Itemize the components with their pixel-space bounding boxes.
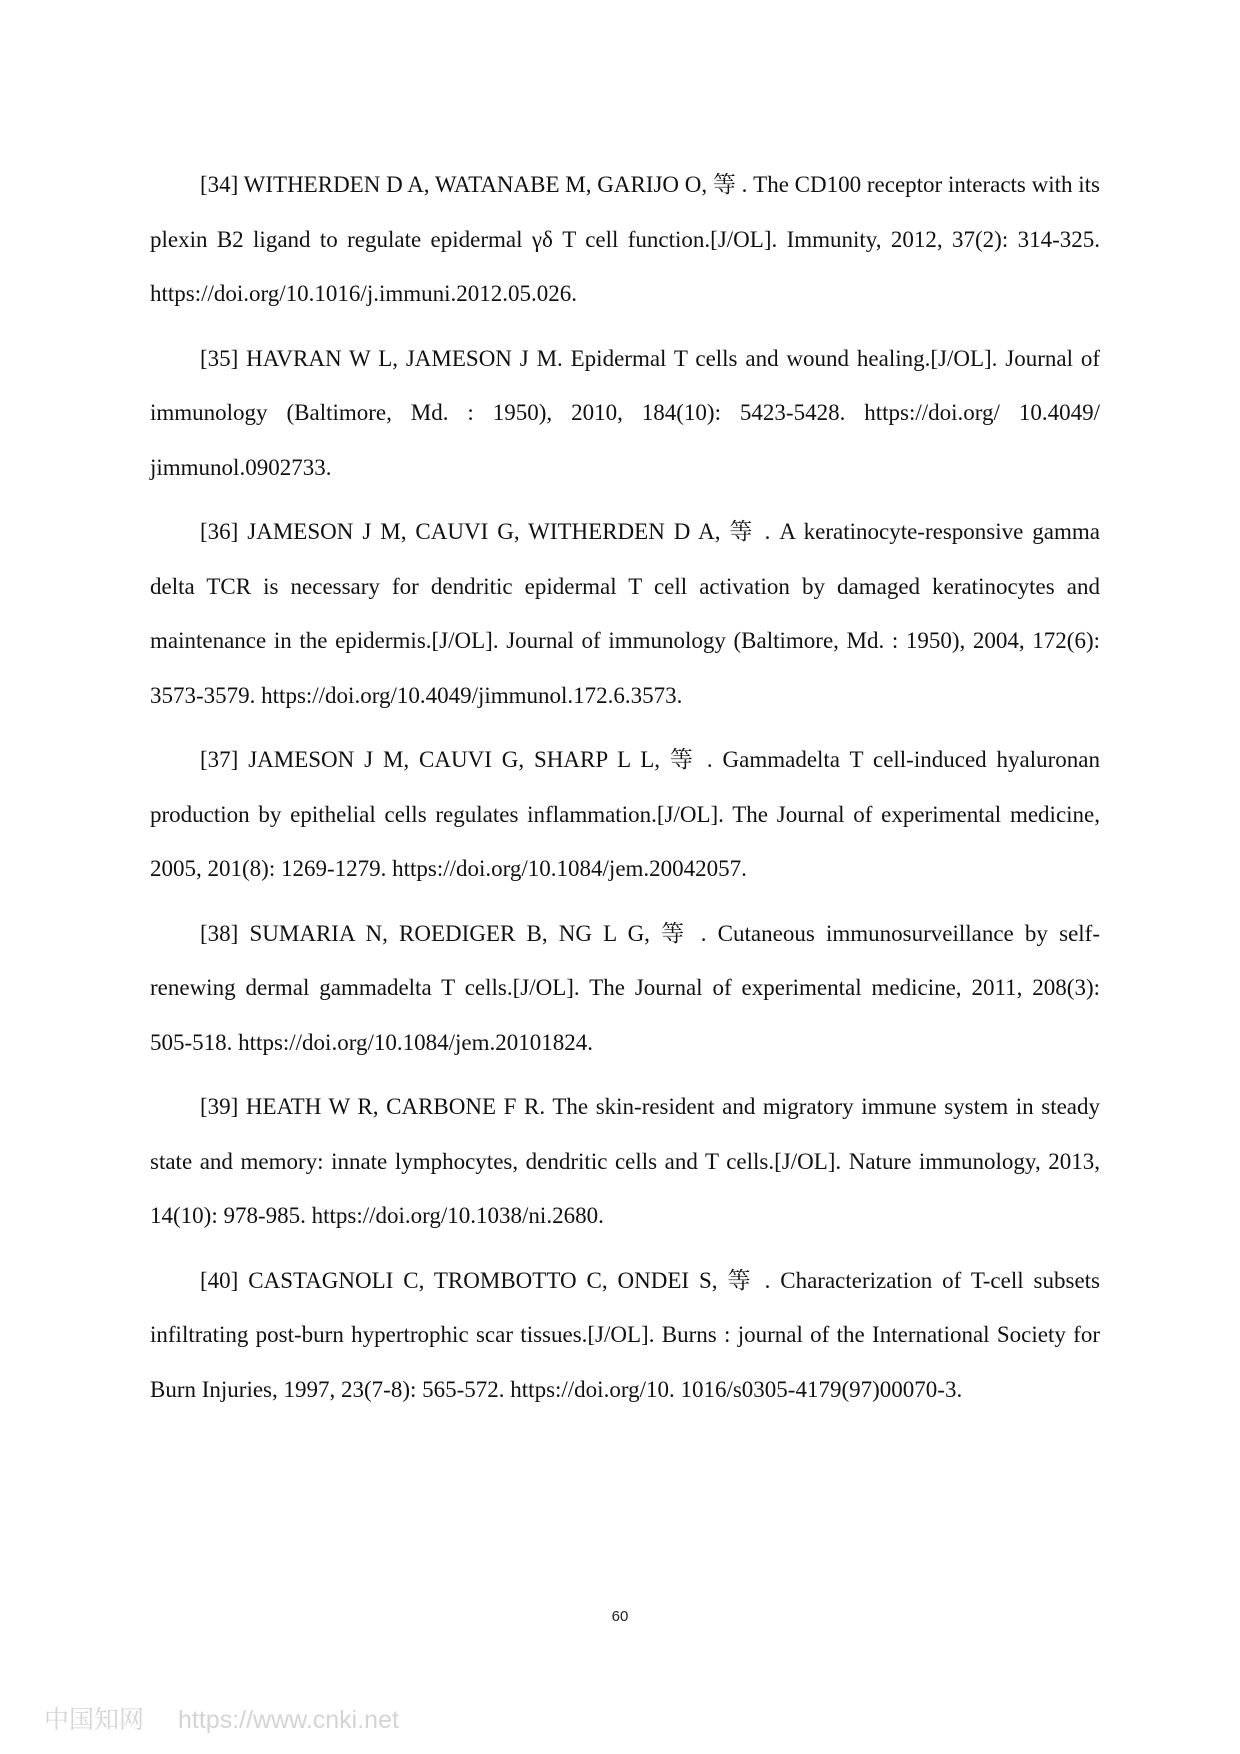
reference-39: [39] HEATH W R, CARBONE F R. The skin-resident and migratory immune system in steady state and memory: innate lymphocytes, dendritic cells and T cells.[J/OL]. Nature immunology, 2013, 14(10): 978-985. https://doi.org/10.1038/ni.2680. [150, 1094, 1100, 1228]
reference-34: [34] WITHERDEN D A, WATANABE M, GARIJO O, 等 . The CD100 receptor interacts with its plexin B2 ligand to regulate epidermal γδ T cell function.[J/OL]. Immunity, 2012, 37(2): 314-325. https://doi.org/10.1016/j.immuni.2012.05.026. [150, 172, 1100, 306]
reference-38: [38] SUMARIA N, ROEDIGER B, NG L G, 等 . Cutaneous immunosurveillance by self-renewing dermal gammadelta T cells.[J/OL]. The Journal of experimental medicine, 2011, 208(3): 505-518. https://doi.org/10.1084/jem.20101824. [150, 920, 1100, 1055]
reference-36: [36] JAMESON J M, CAUVI G, WITHERDEN D A, 等 . A keratinocyte-responsive gamma delta TCR is necessary for dendritic epidermal T cell activation by damaged keratinocytes and maintenance in the epidermis.[J/OL]. Journal of immunology (Baltimore, Md. : 1950), 2004, 172(6): 3573-3579. https://doi.org/10.4049/jimmunol.172.6.3573. [150, 519, 1100, 708]
reference-40: [40] CASTAGNOLI C, TROMBOTTO C, ONDEI S, 等 . Characterization of T-cell subsets infiltrating post-burn hypertrophic scar tissues.[J/OL]. Burns : journal of the International Society for Burn Injuries, 1997, 23(7-8): 565-572. https://doi.org/10. 1016/s0305-4179(97)00070-3. [150, 1267, 1100, 1402]
reference-37: [37] JAMESON J M, CAUVI G, SHARP L L, 等 . Gammadelta T cell-induced hyaluronan production by epithelial cells regulates inflammation.[J/OL]. The Journal of experimental medicine, 2005, 201(8): 1269-1279. https://doi.org/10.1084/jem.20042057. [150, 747, 1100, 881]
page-number: 60 [611, 1608, 629, 1625]
watermark-url: https://www.cnki.net [178, 1706, 399, 1734]
watermark-brand: 中国知网 [44, 1705, 145, 1734]
reference-35: [35] HAVRAN W L, JAMESON J M. Epidermal T cells and wound healing.[J/OL]. Journal of immunology (Baltimore, Md. : 1950), 2010, 184(10): 5423-5428. https://doi.org/ 10.4049/ jimmunol.0902733. [150, 345, 1100, 480]
reference-list [150, 158, 1100, 1427]
cnki-watermark [44, 1700, 399, 1736]
